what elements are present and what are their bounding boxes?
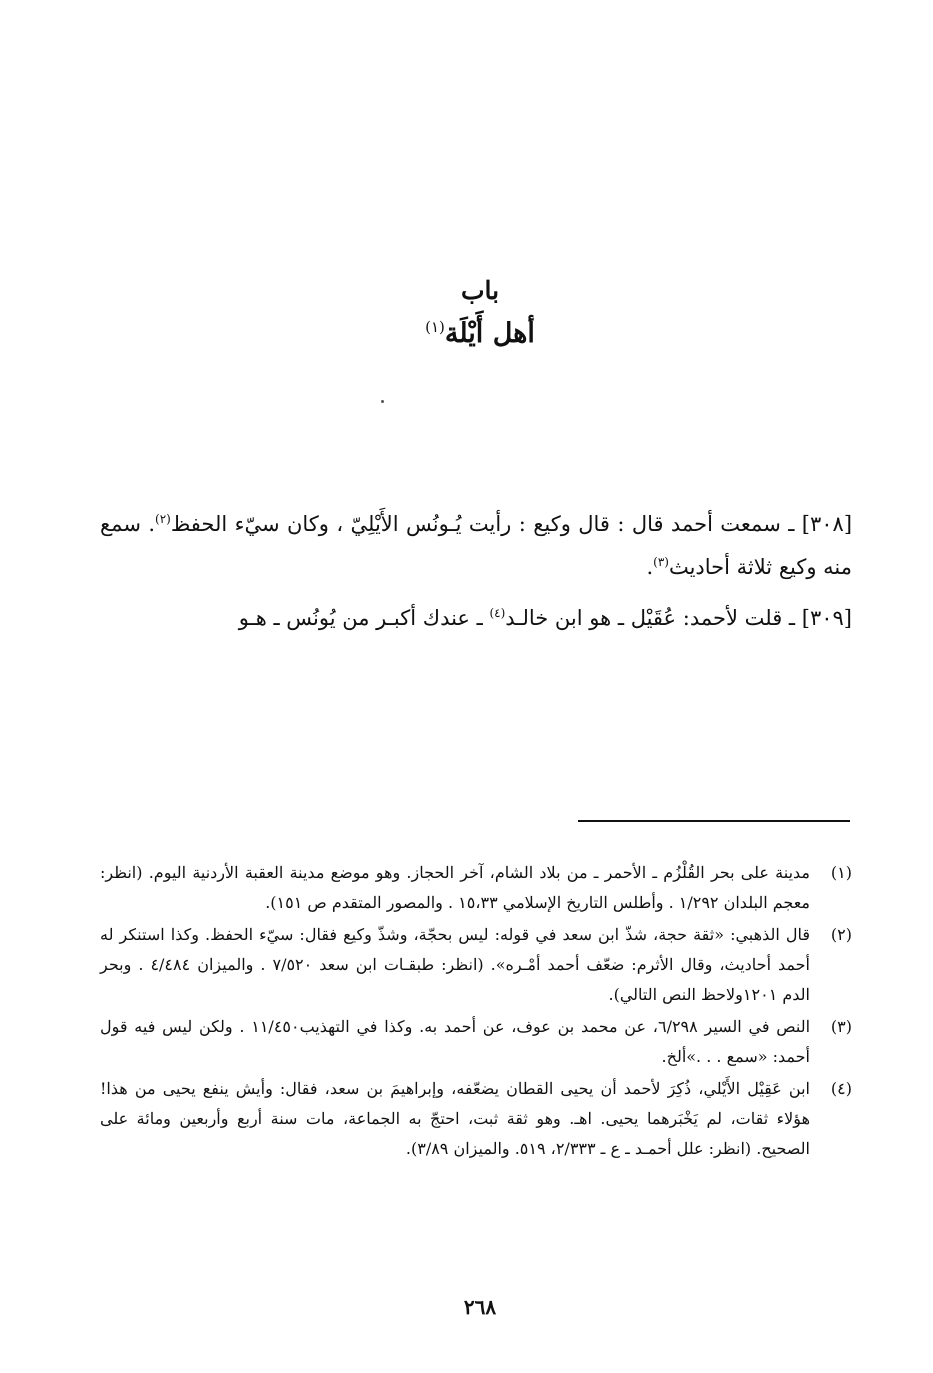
footnote-number: (١) <box>830 863 852 882</box>
page-number: ٢٦٨ <box>463 1295 497 1319</box>
entry-309 <box>100 594 852 637</box>
footnote-4 <box>100 1074 852 1164</box>
footnote-text: مدينة على بحر القُلْزُم ـ الأحمر ـ من بلاد الشام، آخر الحجاز. وهو موضع مدينة العقبة الأردنية اليوم. (انظر: معجم البلدان ١/٢٩٢ . وأطلس التاريخ الإسلامي ١٥،٣٣ . والمصور المتقدم ص ١٥١). <box>100 863 810 912</box>
main-text <box>100 500 852 645</box>
footnote-separator <box>578 820 850 822</box>
footnote-text: ابن عَقِيْل الأَيْلي، ذُكِرَ لأحمد أن يحيى القطان يضعّفه، وإبراهيمَ بن سعد، فقال: وأيش ينفع يحيى من هذا! هؤلاء ثقات، لم يَخْبَرهما يحيى. اهـ. وهو ثقة ثبت، احتجّ به الجماعة، مات سنة أربع وأربعين ومائة على الصحيح. (انظر: علل أحمـد ـ ع ـ ٢/٣٣٣، ٥١٩. والميزان ٣/٨٩). <box>100 1079 811 1158</box>
footnote-ref: (٣) <box>653 555 669 569</box>
entry-number: [٣٠٩] <box>801 606 852 630</box>
entry-number: [٣٠٨] <box>801 512 853 536</box>
footnote-1 <box>100 858 852 918</box>
entry-308 <box>100 500 852 586</box>
footnote-2 <box>100 920 852 1010</box>
entry-text: ـ سمعت أحمد قال : قال وكيع : رأيت يُـونُس الأَيْلِيّ ، وكان سيّء الحفظ <box>170 512 802 536</box>
footnote-text: قال الذهبي: «ثقة حجة، شذّ ابن سعد في قوله: ليس بحجّة، وشذّ وكيع فقال: سيّء الحفظ. وكذا استنكر له أحمد أحاديث، وقال الأثرم: ضعّف أحمد أمْـره». (انظر: طبقـات ابن سعد ٧/٥٢٠ . والميزان ٤/٤٨٤ . وبحر الدم ١٢٠١ولاحظ النص التالي). <box>100 925 810 1004</box>
footnote-text: النص في السير ٦/٢٩٨، عن محمد بن عوف، عن أحمد به. وكذا في التهذيب١١/٤٥٠ . ولكن ليس فيه قول أحمد: «سمع . . .»ألخ. <box>100 1017 811 1066</box>
entry-text: . سمع منه وكيع ثلاثة أحاديث <box>100 512 852 579</box>
footnote-number: (٤) <box>830 1079 852 1098</box>
chapter-label: باب <box>460 276 500 305</box>
chapter-title-text: أهل أَيْلَة <box>444 318 535 349</box>
footnote-ref: (٢) <box>155 512 171 526</box>
entry-text: . <box>646 555 654 579</box>
footnote-ref: (١) <box>425 318 445 336</box>
chapter-title <box>0 310 933 351</box>
footnote-ref: (٤) <box>489 606 506 620</box>
footnotes <box>100 858 852 1166</box>
footnote-number: (٣) <box>830 1017 852 1036</box>
entry-text: ـ قلت لأحمد: عُقَيْل ـ هو ابن خالـد <box>505 606 802 630</box>
ornament-dot <box>381 400 384 403</box>
entry-text: ـ عندك أكبـر من يُونُس ـ هـو <box>238 606 490 630</box>
footnote-3 <box>100 1012 852 1072</box>
footnote-number: (٢) <box>830 925 852 944</box>
